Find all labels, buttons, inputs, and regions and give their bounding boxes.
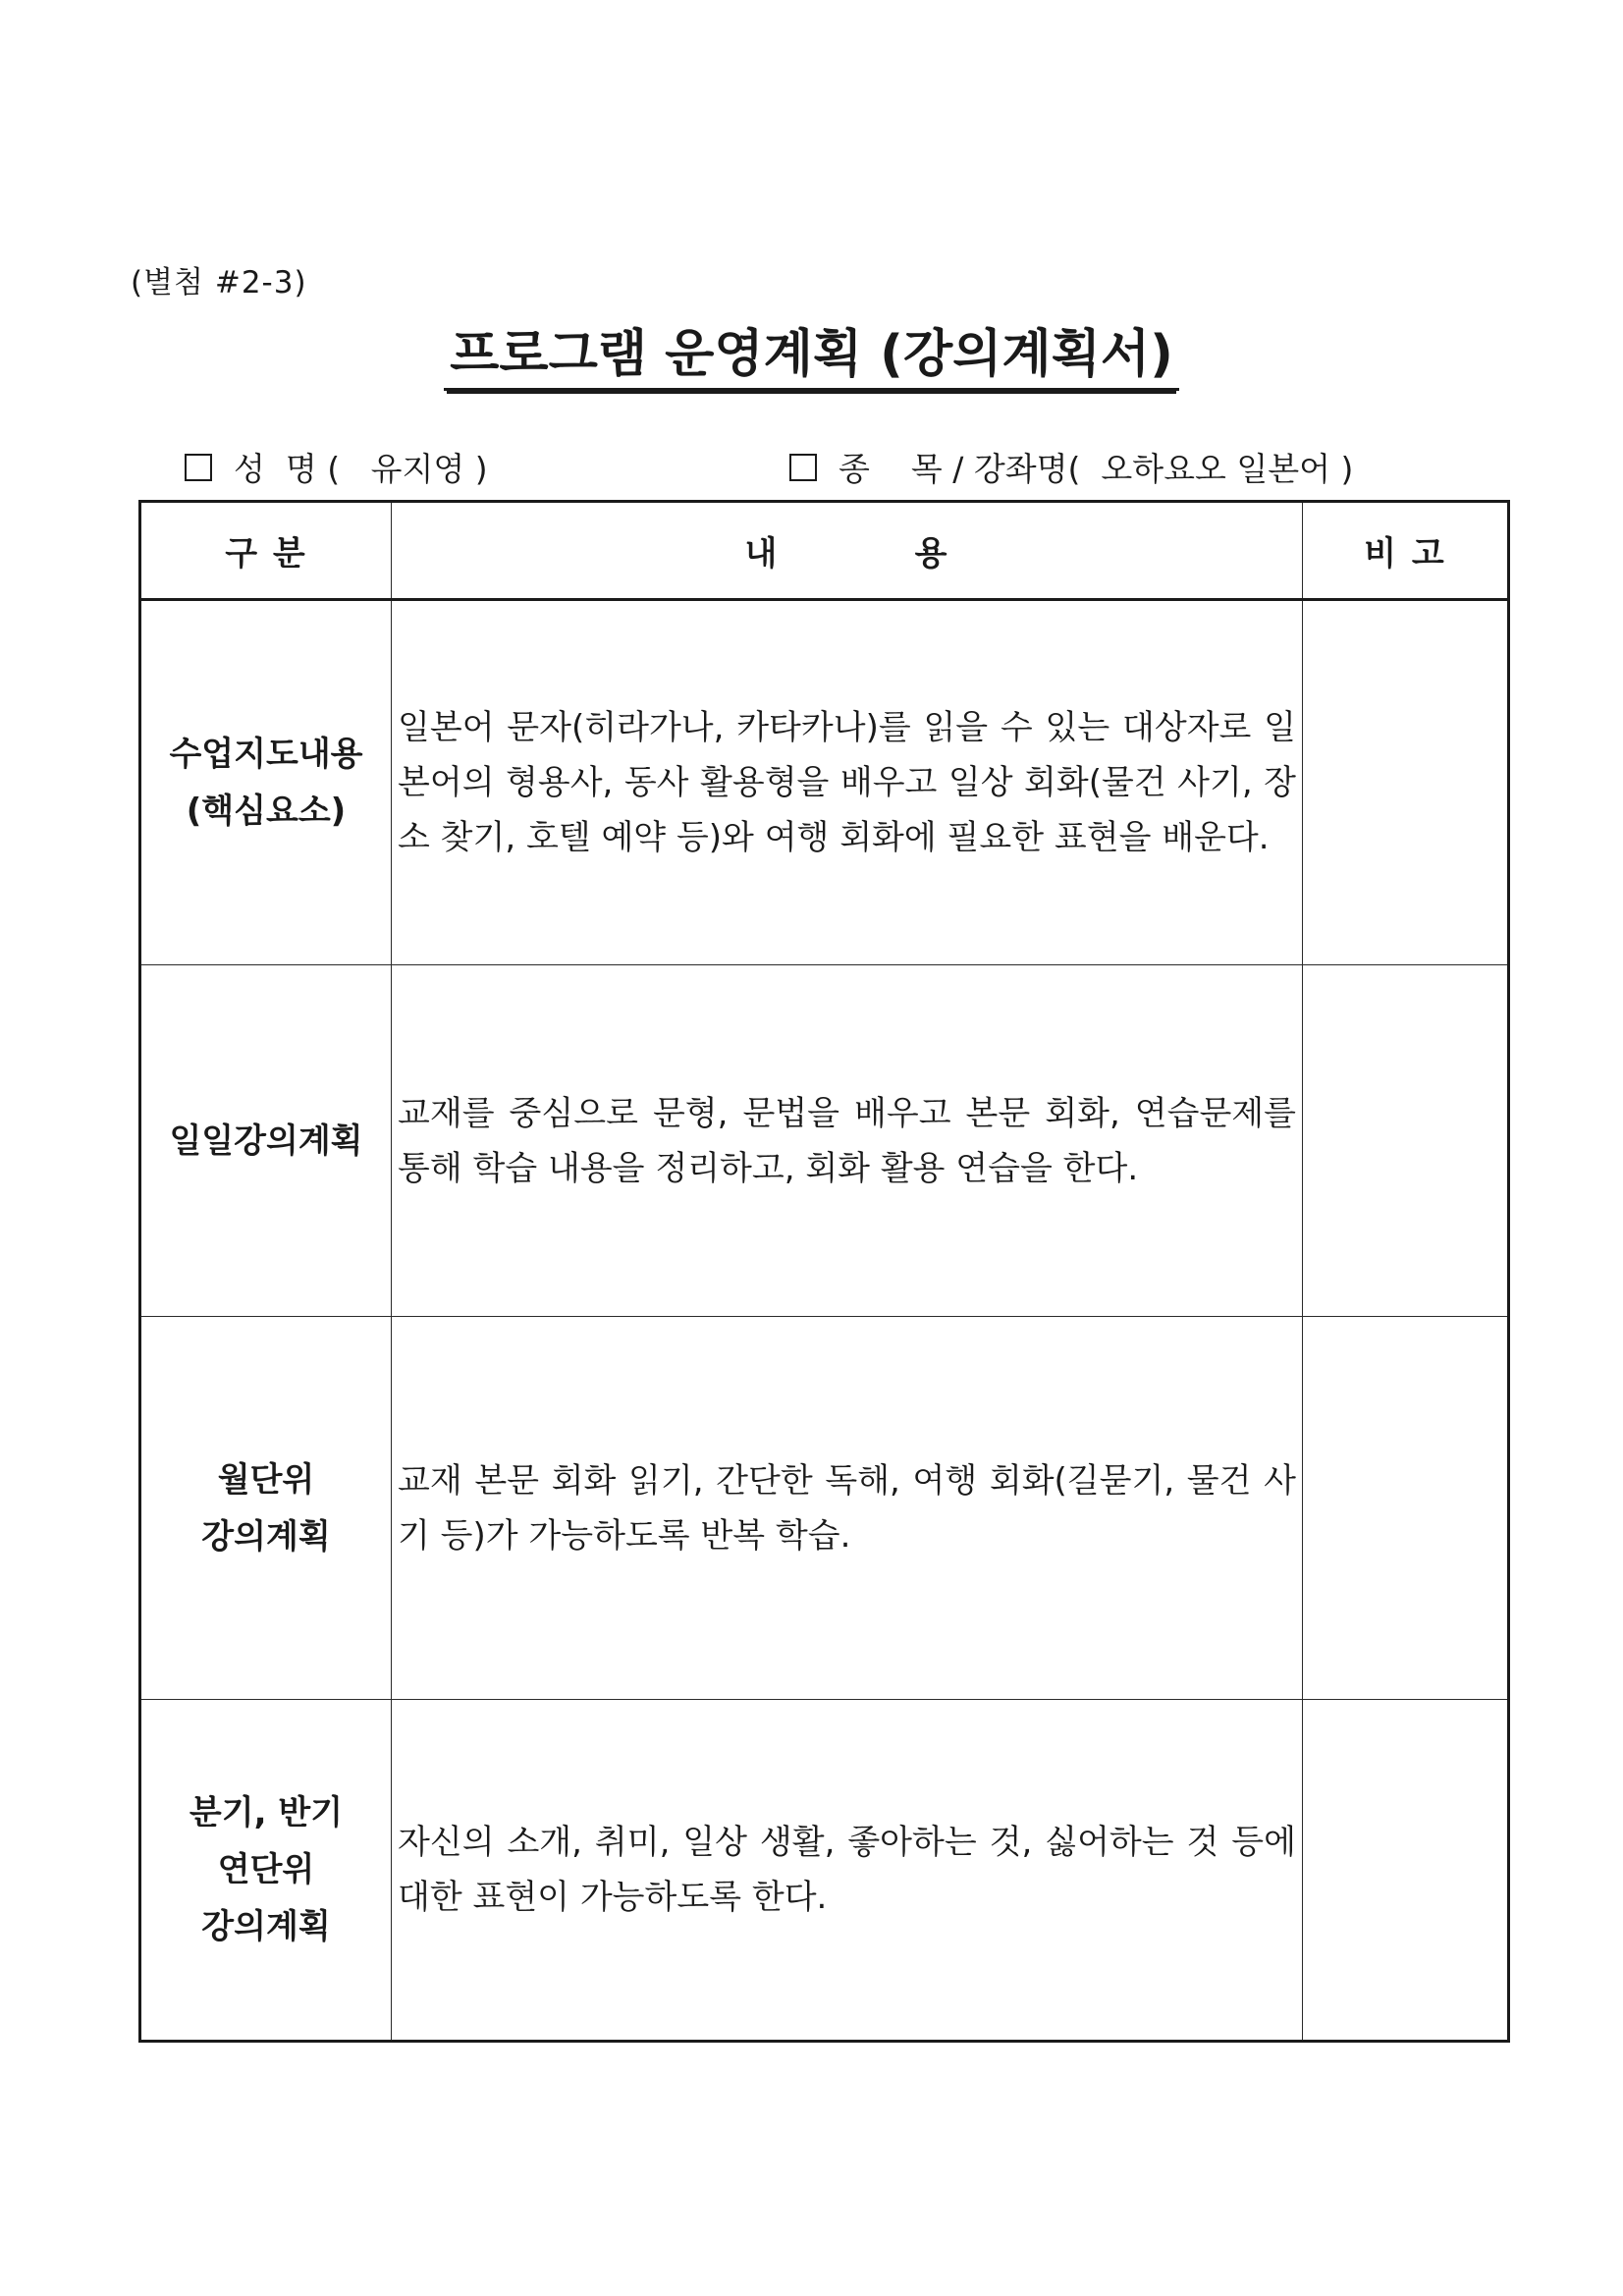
table-row [140,1700,1509,2042]
course-close: ) [1329,450,1354,488]
label-line: 수업지도내용 [169,735,363,774]
label-line: 일일강의계획 [169,1121,363,1161]
row-label-quarterly-plan [140,1700,392,2042]
course-value: 오하요오 일본어 [1101,450,1330,488]
document-title: 프로그램 운영계획 (강의계획서) [444,312,1179,391]
row-content-daily-plan: 교재를 중심으로 문형, 문법을 배우고 본문 회화, 연습문제를 통해 학습 내용을 정리하고, 회화 활용 연습을 한다. [392,965,1303,1317]
course-label: 종 목 / 강좌명( [839,450,1081,488]
document-title-wrapper [0,312,1623,391]
name-close: ) [464,450,488,488]
table-row [140,600,1509,965]
row-remarks [1303,1317,1509,1700]
label-line: 연단위 [217,1850,315,1889]
name-label: 성 명 ( [234,450,341,488]
row-content-lesson-content: 일본어 문자(히라가나, 카타카나)를 읽을 수 있는 대상자로 일본어의 형용사, 동사 활용형을 배우고 일상 회화(물건 사기, 장소 찾기, 호텔 예약 등)와 여행 회화에 필요한 표현을 배운다. [392,600,1303,965]
row-label-lesson-content [140,600,392,965]
row-label-daily-plan [140,965,392,1317]
header-remarks: 비 고 [1303,502,1509,600]
header-category: 구 분 [140,502,392,600]
label-line: 월단위 [217,1459,315,1500]
row-remarks [1303,965,1509,1317]
label-line: 분기, 반기 [189,1793,344,1832]
lecture-plan-table [138,500,1510,2043]
table-row [140,965,1509,1317]
header-content: 내 용 [392,502,1303,600]
attachment-reference: (별첨 #2-3) [131,265,307,301]
label-line: (핵심요소) [186,792,347,831]
row-content-quarterly-plan: 자신의 소개, 취미, 일상 생활, 좋아하는 것, 싫어하는 것 등에 대한 표현이 가능하도록 한다. [392,1700,1303,2042]
name-value: 유지영 [370,450,465,488]
row-remarks [1303,1700,1509,2042]
row-content-monthly-plan: 교재 본문 회화 읽기, 간단한 독해, 여행 회화(길묻기, 물건 사기 등)가 가능하도록 반복 학습. [392,1317,1303,1700]
course-checkbox-icon [789,454,817,481]
row-remarks [1303,600,1509,965]
table-header-row [140,502,1509,600]
table-row [140,1317,1509,1700]
label-line: 강의계획 [201,1516,331,1557]
name-checkbox-icon [185,454,212,481]
label-line: 강의계획 [201,1907,331,1946]
instructor-name-field [185,444,488,490]
row-label-monthly-plan [140,1317,392,1700]
course-name-field [789,444,1353,490]
